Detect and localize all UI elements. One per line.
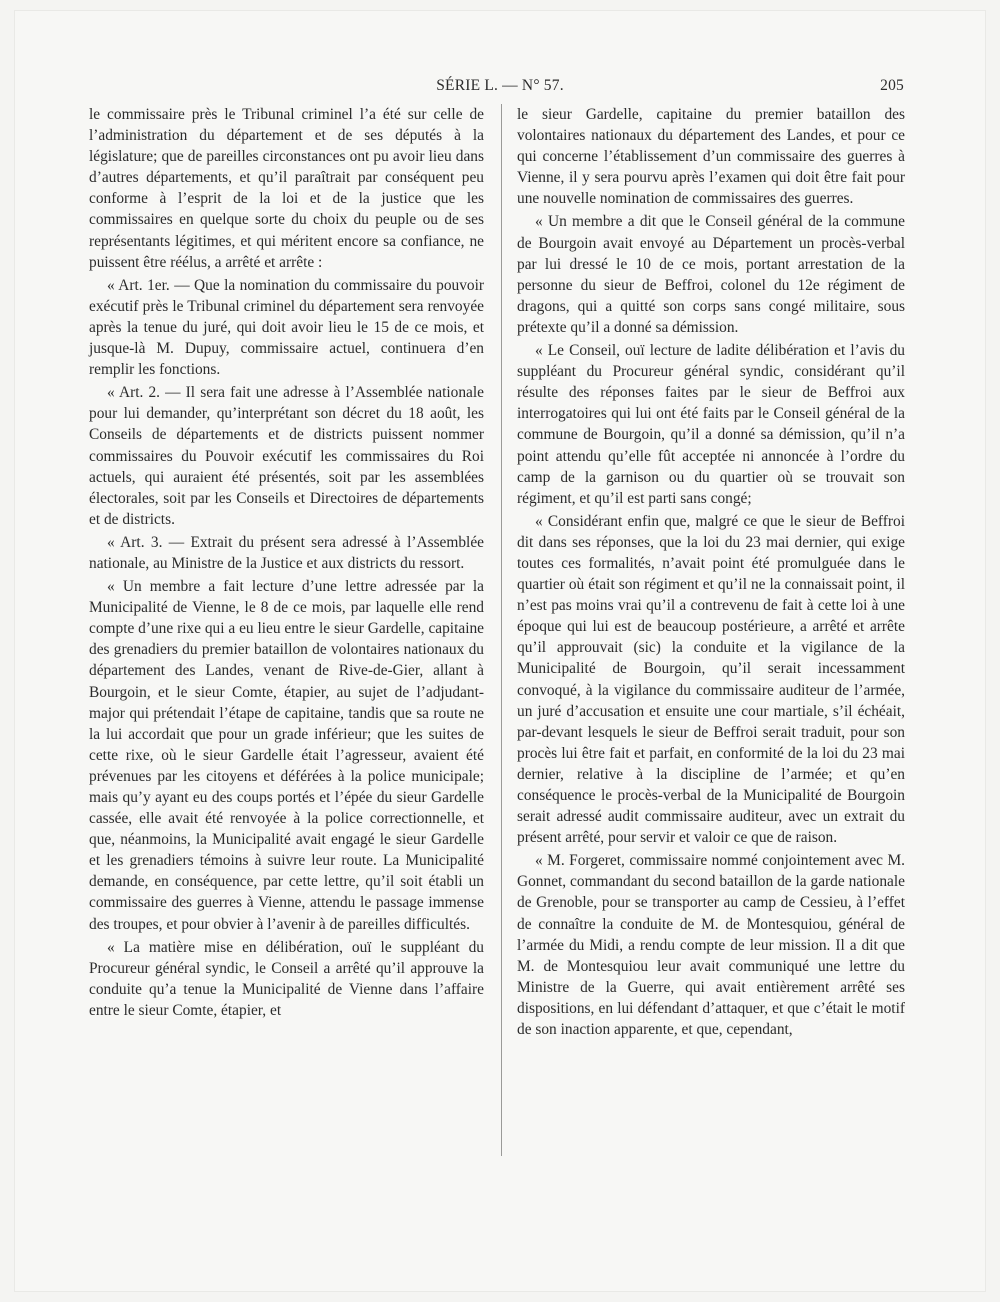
paragraph: « Art. 2. — Il sera fait une adresse à l’Assemblée nationale pour lui demander, qu’interprétant son décret du 18 août, les Conseils de départements et de districts puissent nommer commissaires du Pouvoir exécutif les commissaires du Roi actuels, qui auraient été présentés, soit par les assemblées électorales, soit par les Conseils et Directoires de départements et de districts. — [89, 384, 484, 528]
page-number: 205 — [880, 77, 904, 94]
right-column — [517, 104, 905, 1040]
paragraph: le commissaire près le Tribunal criminel l’a été sur celle de l’administration du département et de ses députés à la législature; que de pareilles circonstances ont pu avoir lieu dans d’autres départements, et qu’il paraîtrait par conséquent peu conforme à l’esprit de la loi et de la justice que les commissaires en quelque sorte du choix du peuple ou de ses représentants légitimes, et qui méritent encore sa confiance, ne puissent être réélus, a arrêté et arrête : — [89, 106, 484, 271]
running-head — [0, 77, 1000, 101]
paragraph: le sieur Gardelle, capitaine du premier bataillon des volontaires nationaux du département des Landes, et pour ce qui concerne l’établissement d’un commissaire des guerres à Vienne, il y sera pourvu après l’examen qui doit être fait pour une nouvelle nomination de commissaires des guerres. — [517, 106, 905, 208]
left-column — [89, 104, 484, 1021]
running-title: SÉRIE L. — N° 57. — [436, 77, 564, 94]
paragraph: « Art. 1er. — Que la nomination du commissaire du pouvoir exécutif près le Tribunal criminel du département sera renvoyée après la tenue du juré, qui doit avoir lieu le 15 de ce mois, et jusque-là M. Dupuy, commissaire actuel, continuera d’en remplir les fonctions. — [89, 276, 484, 379]
paragraph: « Le Conseil, ouï lecture de ladite délibération et l’avis du suppléant du Procureur général syndic, considérant qu’il résulte des réponses faites par le sieur de Beffroi aux interrogatoires qui lui ont été faits par le Conseil général de la commune de Bourgoin, qu’il a donné sa démission, qu’il n’a point attendu qu’elle fût acceptée ni annoncée à l’ordre du camp de la garnison ou du quartier où se trouvait son régiment, et qu’il est parti sans congé; — [517, 342, 905, 507]
paragraph: « La matière mise en délibération, ouï le suppléant du Procureur général syndic, le Conseil a arrêté qu’il approuve la conduite qu’a tenue la Municipalité de Vienne dans l’affaire entre le sieur Comte, étapier, et — [89, 938, 484, 1019]
paragraph: « Un membre a dit que le Conseil général de la commune de Bourgoin avait envoyé au Département un procès-verbal par lui dressé le 10 de ce mois, portant arrestation de la personne du sieur de Beffroi, colonel du 12e régiment de dragons, qui a quitté son corps sans congé militaire, sous prétexte qu’il a donné sa démission. — [517, 213, 905, 336]
paragraph: « Un membre a fait lecture d’une lettre adressée par la Municipalité de Vienne, le 8 de ce mois, par laquelle elle rend compte d’une rixe qui a eu lieu entre le sieur Gardelle, capitaine des grenadiers du premier bataillon de volontaires nationaux du département des Landes, venant de Rive-de-Gier, allant à Bourgoin, et le sieur Comte, étapier, au sujet de l’adjudant-major qui prétendait l’étape de capitaine, tandis que sa route ne la lui accordait que pour un grade inférieur; que les suites de cette rixe, où le sieur Gardelle était l’agresseur, avaient été prévenues par les citoyens et déférées à la police municipale; mais qu’y ayant eu des coups portés et l’épée du sieur Gardelle cassée, elle avait été renvoyée à la police correctionnelle, et que, néanmoins, la Municipalité avait engagé le sieur Gardelle et les grenadiers témoins à suivre leur route. La Municipalité demande, en conséquence, par cette lettre, qu’il soit établi un commissaire des guerres à Vienne, attendu le passage immense des troupes, et pour obvier à l’avenir à de pareilles difficultés. — [89, 578, 484, 933]
paragraph: « M. Forgeret, commissaire nommé conjointement avec M. Gonnet, commandant du second bataillon de la garde nationale de Grenoble, pour se transporter au camp de Cessieu, à l’effet de connaître la conduite de M. de Montesquiou, général de l’armée du Midi, a rendu compte de leur mission. Il a dit que M. de Montesquiou leur avait communiqué une lettre du Ministre de la Guerre, qui avait entièrement arrêté ses dispositions, en lui défendant d’attaquer, et que c’était le motif de son inaction apparente, et que, cependant, — [517, 852, 905, 1039]
column-divider — [501, 104, 502, 1156]
paragraph: « Considérant enfin que, malgré ce que le sieur de Beffroi dit dans ses réponses, que la loi du 23 mai dernier, qui exige toutes ces formalités, n’avait point été promulguée dans le quartier où était son régiment et qu’il ne la connaissait point, il n’est pas moins vrai qu’il a contrevenu de fait à cette loi à une époque qui lui est de beaucoup postérieure, a arrêté et arrête qu’il approuvait (sic) la conduite et la vigilance de la Municipalité de Bourgoin, qu’il serait incessamment convoqué, à la vigilance du commissaire auditeur de l’armée, un juré d’accusation et ensuite une cour martiale, s’il échéait, par-devant lesquels le sieur de Beffroi serait traduit, pour son procès lui être fait et parfait, en conformité de la loi du 23 mai dernier, relative à la discipline de l’armée; et qu’en conséquence le procès-verbal de la Municipalité de Bourgoin serait adressé audit commissaire auditeur, avec un extrait du présent arrêté, pour servir et valoir ce que de raison. — [517, 512, 905, 847]
paragraph: « Art. 3. — Extrait du présent sera adressé à l’Assemblée nationale, au Ministre de la Justice et aux districts du ressort. — [89, 533, 484, 572]
